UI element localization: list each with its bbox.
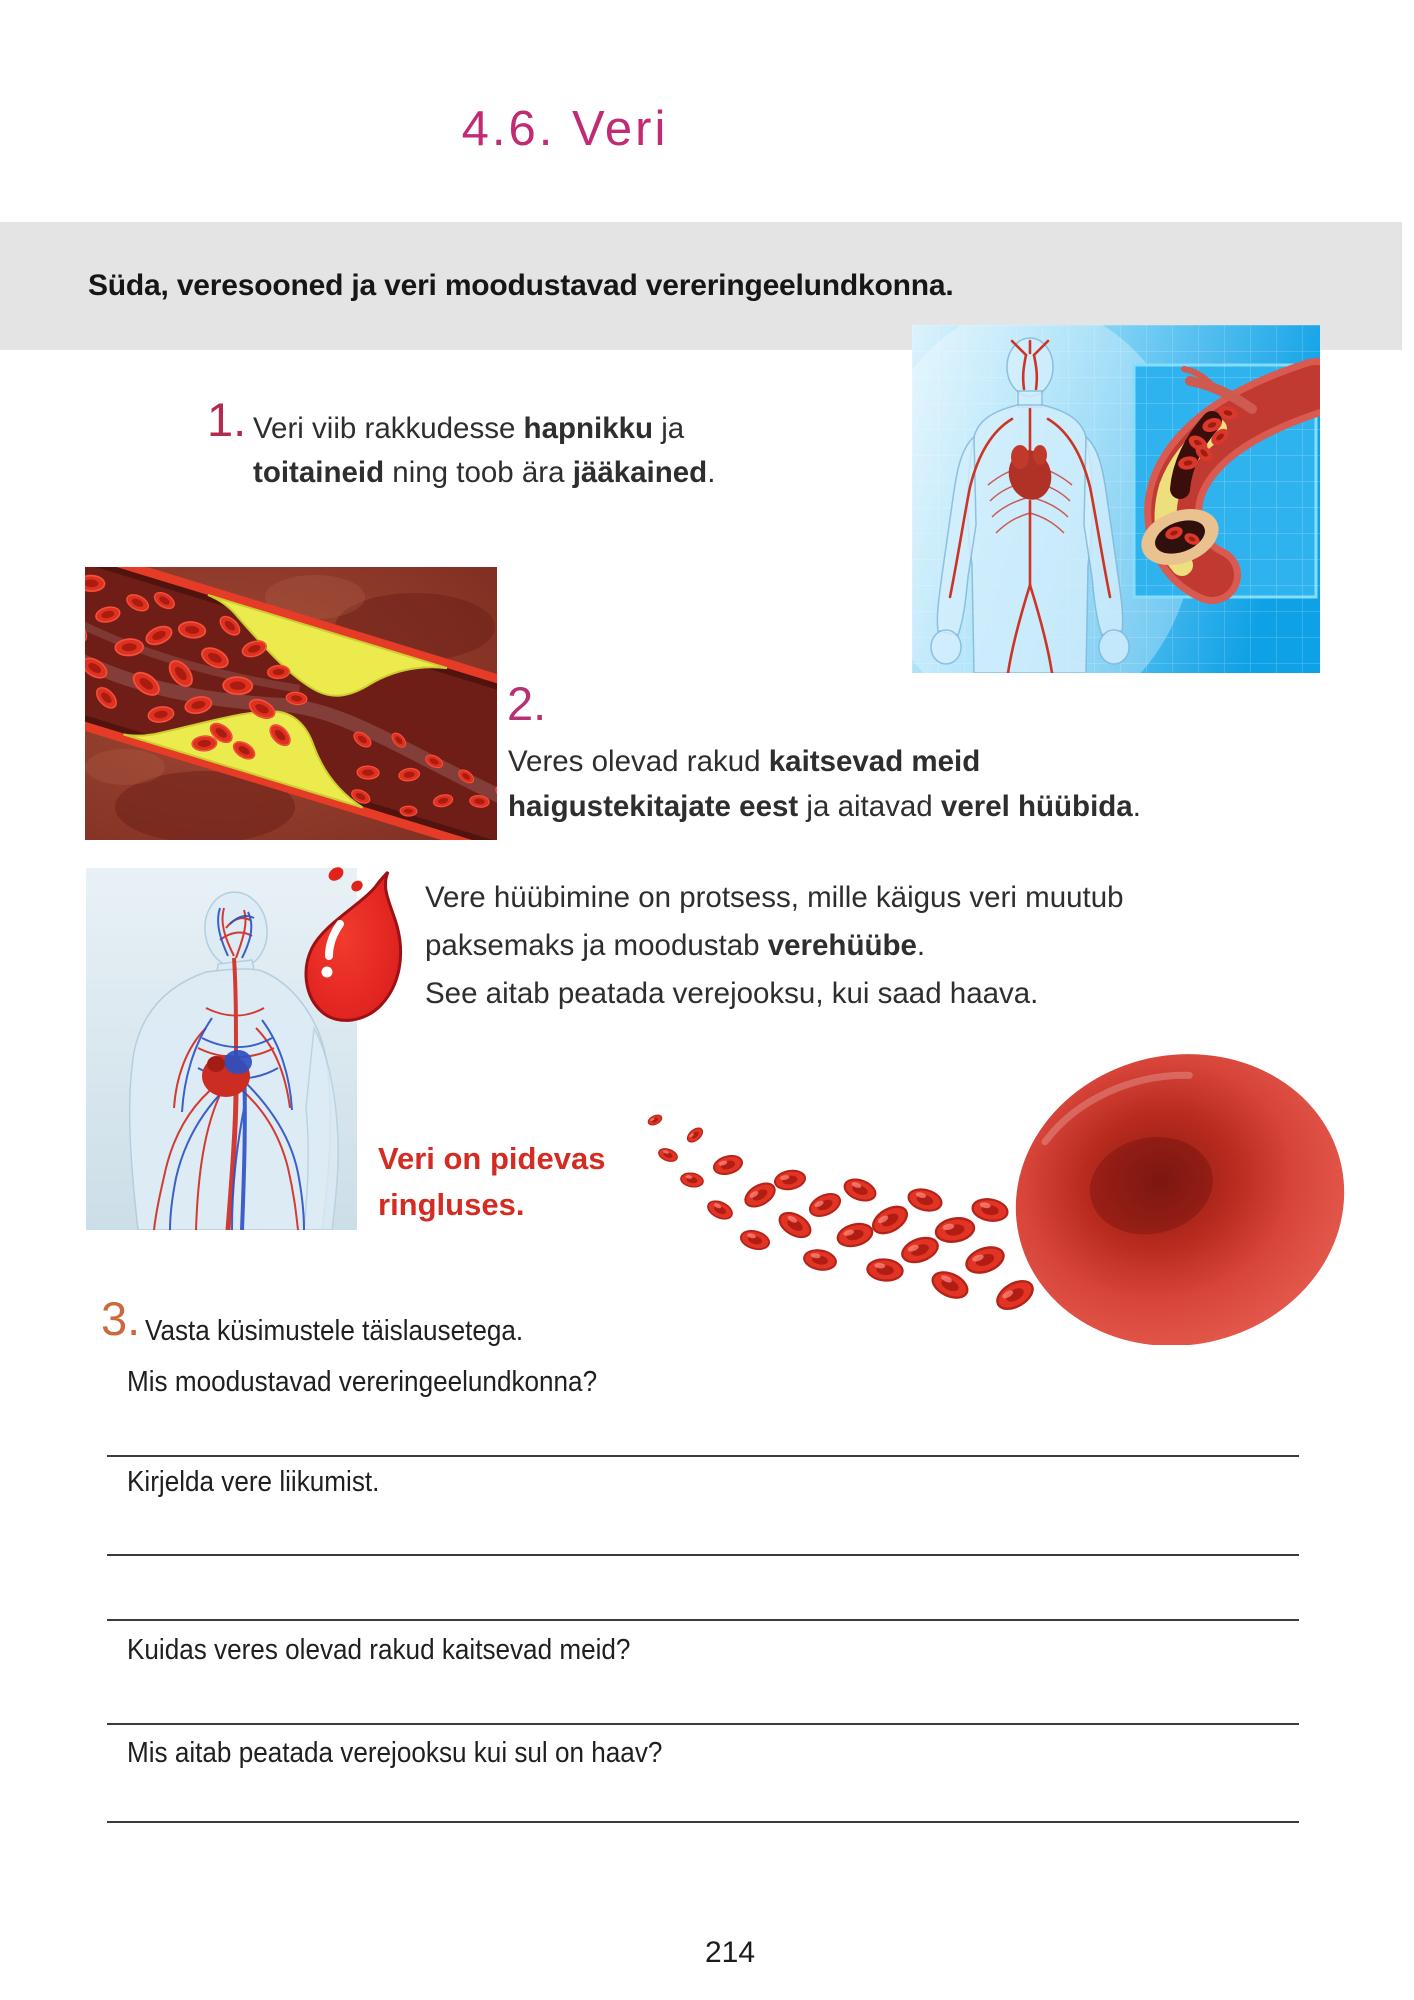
circulatory-system-image xyxy=(912,325,1320,673)
question-2: Kirjelda vere liikumist. xyxy=(127,1466,380,1498)
answer-line xyxy=(107,1619,1299,1621)
question-3: Kuidas veres olevad rakud kaitsevad meid? xyxy=(127,1634,631,1666)
circulation-note: Veri on pidevas ringluses. xyxy=(378,1141,606,1222)
red-blood-cells-image xyxy=(640,1045,1350,1345)
clot-paragraph: Vere hüübimine on protsess, mille käigus veri muutub paksemaks ja moodustab verehüübe. See aitab peatada verejooksu, kui saad haava. xyxy=(425,881,1124,1010)
intro-banner-text: Süda, veresooned ja veri moodustavad vereringeelundkonna. xyxy=(88,269,954,302)
section-1-text: Veri viib rakkudesse hapnikku ja toitaineid ning toob ära jääkained. xyxy=(253,412,716,489)
blood-drop-icon xyxy=(300,862,406,1034)
answer-line xyxy=(107,1455,1299,1457)
clogged-artery-image xyxy=(85,567,497,840)
answer-line xyxy=(107,1723,1299,1725)
page-title: 4.6. Veri xyxy=(461,102,669,156)
section-1-number: 1. xyxy=(207,393,247,446)
section-3-number: 3. xyxy=(101,1292,141,1345)
section-2-number: 2. xyxy=(507,677,547,730)
answer-line xyxy=(107,1554,1299,1556)
section-3-label: Vasta küsimustele täislausetega. xyxy=(145,1315,524,1347)
section-2-text: Veres olevad rakud kaitsevad meid haigustekitajate eest ja aitavad verel hüübida. xyxy=(508,745,1141,823)
question-4: Mis aitab peatada verejooksu kui sul on haav? xyxy=(127,1737,663,1769)
artery-inset xyxy=(1134,365,1316,597)
question-1: Mis moodustavad vereringeelundkonna? xyxy=(127,1366,598,1398)
answer-line xyxy=(107,1821,1299,1823)
page-number: 214 xyxy=(704,1936,756,1969)
